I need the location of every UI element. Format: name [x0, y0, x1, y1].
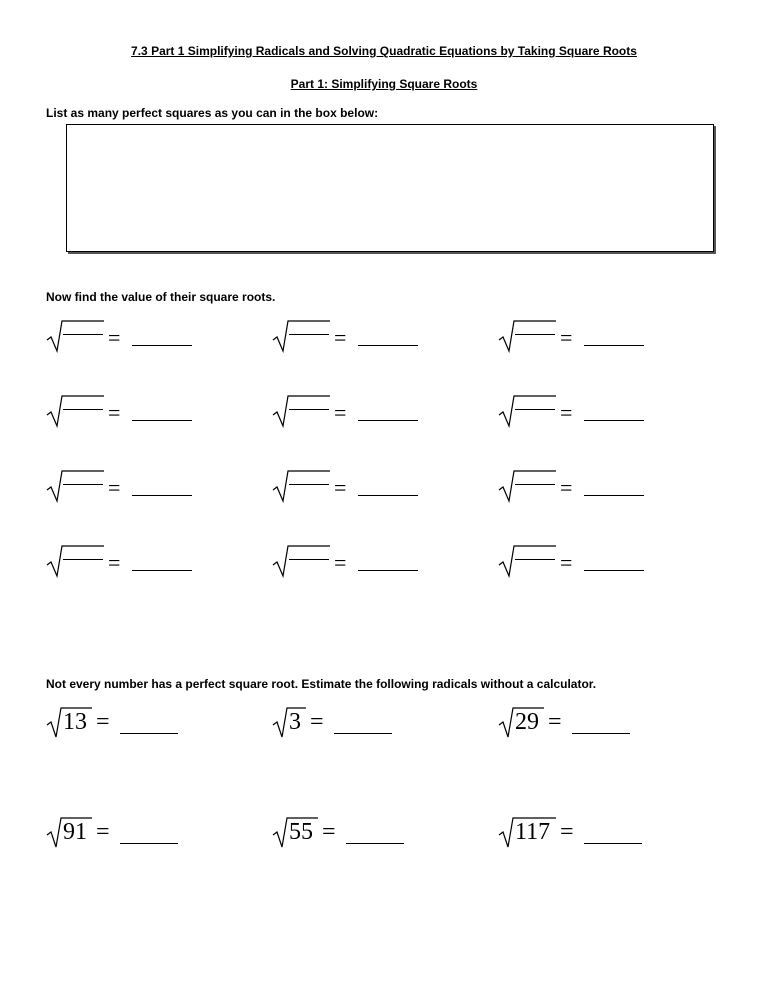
- answer-blank[interactable]: [132, 345, 192, 346]
- radical-sign-icon: [272, 543, 332, 579]
- equals-sign: =: [334, 325, 347, 350]
- instruction-estimate: Not every number has a perfect square root. Estimate the following radicals without a calculator.: [46, 677, 597, 691]
- answer-blank[interactable]: [358, 495, 418, 496]
- equals-sign: =: [560, 819, 574, 845]
- radicand-value: 3: [289, 709, 301, 735]
- answer-blank[interactable]: [584, 345, 644, 346]
- estimate-answer-blank[interactable]: [572, 733, 630, 734]
- answer-blank[interactable]: [584, 570, 644, 571]
- answer-blank[interactable]: [132, 495, 192, 496]
- equals-sign: =: [334, 400, 347, 425]
- perfect-squares-box[interactable]: [66, 124, 714, 252]
- radical-sign-icon: [46, 318, 106, 354]
- radical-sign-icon: [498, 543, 558, 579]
- radicand-blank[interactable]: [63, 559, 103, 560]
- instruction-perfect-squares: List as many perfect squares as you can in the box below:: [46, 106, 379, 120]
- equals-sign: =: [108, 325, 121, 350]
- equals-sign: =: [96, 819, 110, 845]
- radical-sign-icon: [498, 393, 558, 429]
- answer-blank[interactable]: [358, 345, 418, 346]
- radicand-blank[interactable]: [63, 484, 103, 485]
- equals-sign: =: [560, 475, 573, 500]
- estimate-answer-blank[interactable]: [120, 733, 178, 734]
- radicand-blank[interactable]: [63, 334, 103, 335]
- equals-sign: =: [108, 475, 121, 500]
- radical-sign-icon: [46, 543, 106, 579]
- answer-blank[interactable]: [584, 495, 644, 496]
- radical-sign-icon: [272, 468, 332, 504]
- radicand-value: 91: [63, 819, 87, 845]
- radical-sign-icon: [272, 393, 332, 429]
- answer-blank[interactable]: [132, 570, 192, 571]
- radicand-blank[interactable]: [289, 409, 329, 410]
- radicand-blank[interactable]: [515, 334, 555, 335]
- equals-sign: =: [96, 709, 110, 735]
- equals-sign: =: [548, 709, 562, 735]
- radical-sign-icon: [46, 468, 106, 504]
- equals-sign: =: [310, 709, 324, 735]
- radicand-blank[interactable]: [289, 334, 329, 335]
- radical-sign-icon: [272, 318, 332, 354]
- equals-sign: =: [108, 550, 121, 575]
- worksheet-title: 7.3 Part 1 Simplifying Radicals and Solving Quadratic Equations by Taking Square Roots: [131, 44, 637, 58]
- radical-sign-icon: [498, 468, 558, 504]
- radicand-value: 55: [289, 819, 313, 845]
- answer-blank[interactable]: [584, 420, 644, 421]
- equals-sign: =: [560, 325, 573, 350]
- radicand-blank[interactable]: [289, 484, 329, 485]
- answer-blank[interactable]: [358, 420, 418, 421]
- section-title: Part 1: Simplifying Square Roots: [290, 77, 478, 91]
- equals-sign: =: [108, 400, 121, 425]
- equals-sign: =: [560, 550, 573, 575]
- radical-sign-icon: [498, 318, 558, 354]
- estimate-answer-blank[interactable]: [346, 843, 404, 844]
- radicand-value: 29: [515, 709, 539, 735]
- radicand-blank[interactable]: [289, 559, 329, 560]
- radicand-blank[interactable]: [63, 409, 103, 410]
- equals-sign: =: [334, 550, 347, 575]
- estimate-answer-blank[interactable]: [334, 733, 392, 734]
- radical-sign-icon: [46, 393, 106, 429]
- radicand-blank[interactable]: [515, 559, 555, 560]
- radicand-value: 13: [63, 709, 87, 735]
- instruction-square-roots: Now find the value of their square roots.: [46, 290, 276, 304]
- estimate-answer-blank[interactable]: [120, 843, 178, 844]
- radicand-value: 117: [515, 819, 551, 845]
- radicand-blank[interactable]: [515, 409, 555, 410]
- answer-blank[interactable]: [132, 420, 192, 421]
- equals-sign: =: [334, 475, 347, 500]
- answer-blank[interactable]: [358, 570, 418, 571]
- equals-sign: =: [560, 400, 573, 425]
- estimate-answer-blank[interactable]: [584, 843, 642, 844]
- radicand-blank[interactable]: [515, 484, 555, 485]
- equals-sign: =: [322, 819, 336, 845]
